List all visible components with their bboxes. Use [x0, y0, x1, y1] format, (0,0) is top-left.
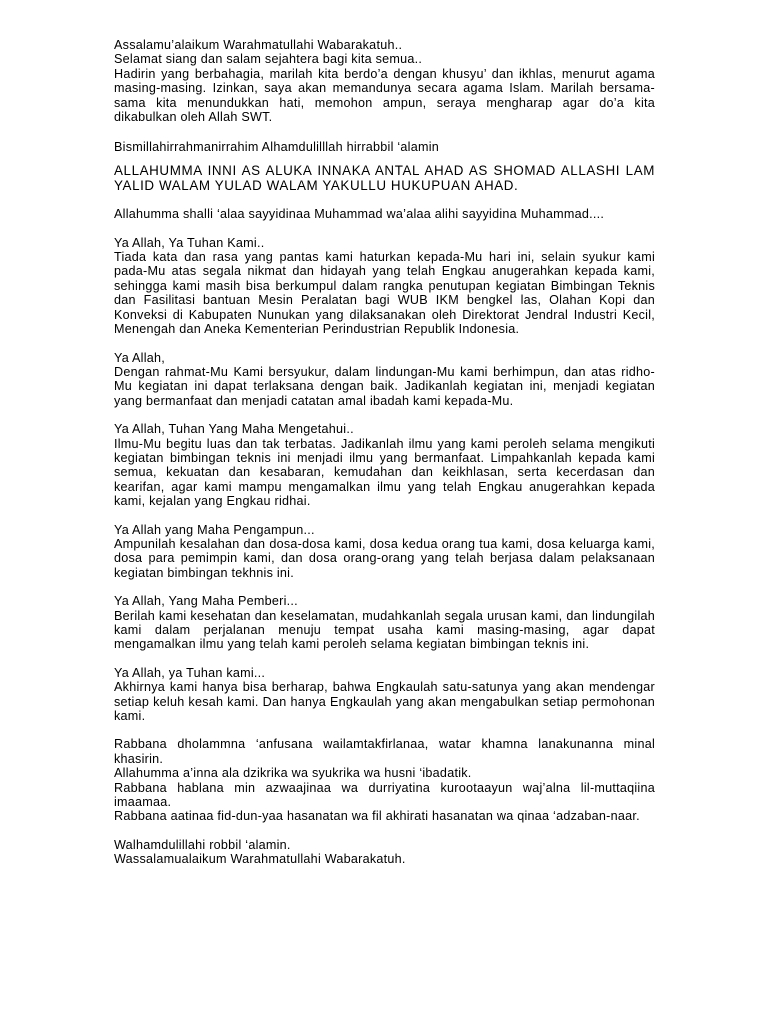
- closing-prayer-line: Rabbana aatinaa fid-dun-yaa hasanatan wa fil akhirati hasanatan wa qinaa ‘adzaban-naar.: [114, 809, 640, 824]
- section-heading: Ya Allah, Ya Tuhan Kami..: [114, 235, 265, 250]
- prayer-section: [114, 422, 655, 508]
- closing-prayer-line: Rabbana dholammna ‘anfusana wailamtakfirlanaa, watar khamna lanakunanna minal khasirin.: [114, 737, 655, 766]
- prayer-section: [114, 236, 655, 337]
- section-body: Tiada kata dan rasa yang pantas kami haturkan kepada-Mu hari ini, selain syukur kami pada-Mu atas segala nikmat dan hidayah yang telah Engkau anugerahkan kepada kami, sehingga kami masih bisa berkumpul dalam rangka penutupan kegiatan Bimbingan Teknis dan Fasilitasi bantuan Mesin Peralatan bagi WUB IKM bengkel las, Olahan Kopi dan Konveksi di Kabupaten Nunukan yang dilaksanakan oleh Direktorat Jendral Industri Kecil, Menengah dan Aneka Kementerian Perindustrian Republik Indonesia.: [114, 250, 655, 337]
- closing-paragraph: [114, 838, 655, 867]
- section-heading: Ya Allah, Tuhan Yang Maha Mengetahui..: [114, 422, 354, 437]
- prayer-section: [114, 594, 655, 652]
- prayer-section: [114, 523, 655, 581]
- closing-prayers: [114, 737, 655, 823]
- bismillah-line: Bismillahirrahmanirrahim Alhamdulilllah hirrabbil ‘alamin: [114, 140, 440, 155]
- shalawat-paragraph: Allahumma shalli ‘alaa sayyidinaa Muhammad wa’alaa alihi sayyidina Muhammad....: [114, 207, 605, 222]
- section-body: Akhirnya kami hanya bisa berharap, bahwa Engkaulah satu-satunya yang akan mendengar setiap keluh kesah kami. Dan hanya Engkaulah yang akan mengabulkan setiap permohonan kami.: [114, 680, 655, 724]
- arabic-prayer: ALLAHUMMA INNI AS ALUKA INNAKA ANTAL AHAD AS SHOMAD ALLASHI LAM YALID WALAM YULAD WALAM YAKULLU HUKUPUAN AHAD.: [114, 162, 655, 194]
- opening-body: Hadirin yang berbahagia, marilah kita berdo’a dengan khusyu’ dan ikhlas, menurut agama masing-masing. Izinkan, saya akan memandunya secara agama Islam. Marilah bersama-sama kita menundukkan hati, memohon ampun, seraya mengharap agar do’a kita dikabulkan oleh Allah SWT.: [114, 66, 655, 125]
- opening-greeting: Selamat siang dan salam sejahtera bagi kita semua..: [114, 52, 423, 67]
- section-heading: Ya Allah, ya Tuhan kami...: [114, 665, 266, 680]
- opening-paragraph: [114, 38, 655, 124]
- section-body: Ampunilah kesalahan dan dosa-dosa kami, dosa kedua orang tua kami, dosa keluarga kami, dosa para pemimpin kami, dan dosa orang-orang yang telah berjasa dalam pelaksanaan kegiatan bimbingan tekhnis ini.: [114, 536, 655, 580]
- closing-prayer-line: Rabbana hablana min azwaajinaa wa durriyatina kurootaayun waj’alna lil-muttaqiina imaamaa.: [114, 780, 655, 810]
- closing-salam: Wassalamualaikum Warahmatullahi Wabarakatuh.: [114, 852, 406, 867]
- section-body: Ilmu-Mu begitu luas dan tak terbatas. Jadikanlah ilmu yang kami peroleh selama mengikuti kegiatan bimbingan teknis ini menjadi ilmu yang bermanfaat. Limpahkanlah kepada kami semua, kekuatan dan kesabaran, kemudahan dan keikhlasan, serta kecerdasan dan kearifan, agar kami mampu mengamalkan ilmu yang telah Engkau anugerahkan kepada kami, kejalan yang Engkau ridhai.: [114, 436, 655, 509]
- opening-salam: Assalamu’alaikum Warahmatullahi Wabarakatuh..: [114, 38, 403, 52]
- closing-prayer-line: Allahumma a’inna ala dzikrika wa syukrika wa husni ‘ibadatik.: [114, 766, 472, 781]
- section-heading: Ya Allah yang Maha Pengampun...: [114, 522, 315, 537]
- closing-hamdalah: Walhamdulillahi robbil ‘alamin.: [114, 837, 291, 852]
- section-body: Dengan rahmat-Mu Kami bersyukur, dalam lindungan-Mu kami berhimpun, dan atas ridho-Mu kegiatan ini dapat terlaksana dengan baik. Jadikanlah kegiatan ini, menjadi kegiatan yang bermanfaat dan menjadi catatan amal ibadah kami kepada-Mu.: [114, 364, 655, 408]
- document-page: [114, 38, 655, 881]
- section-body: Berilah kami kesehatan dan keselamatan, mudahkanlah segala urusan kami, dan lindungilah kami dalam perjalanan menuju tempat usaha kami masing-masing, agar dapat mengamalkan ilmu yang telah kami peroleh selama kegiatan bimbingan teknis ini.: [114, 608, 655, 652]
- section-heading: Ya Allah,: [114, 350, 166, 365]
- section-heading: Ya Allah, Yang Maha Pemberi...: [114, 594, 298, 609]
- prayer-section: [114, 666, 655, 724]
- prayer-section: [114, 351, 655, 409]
